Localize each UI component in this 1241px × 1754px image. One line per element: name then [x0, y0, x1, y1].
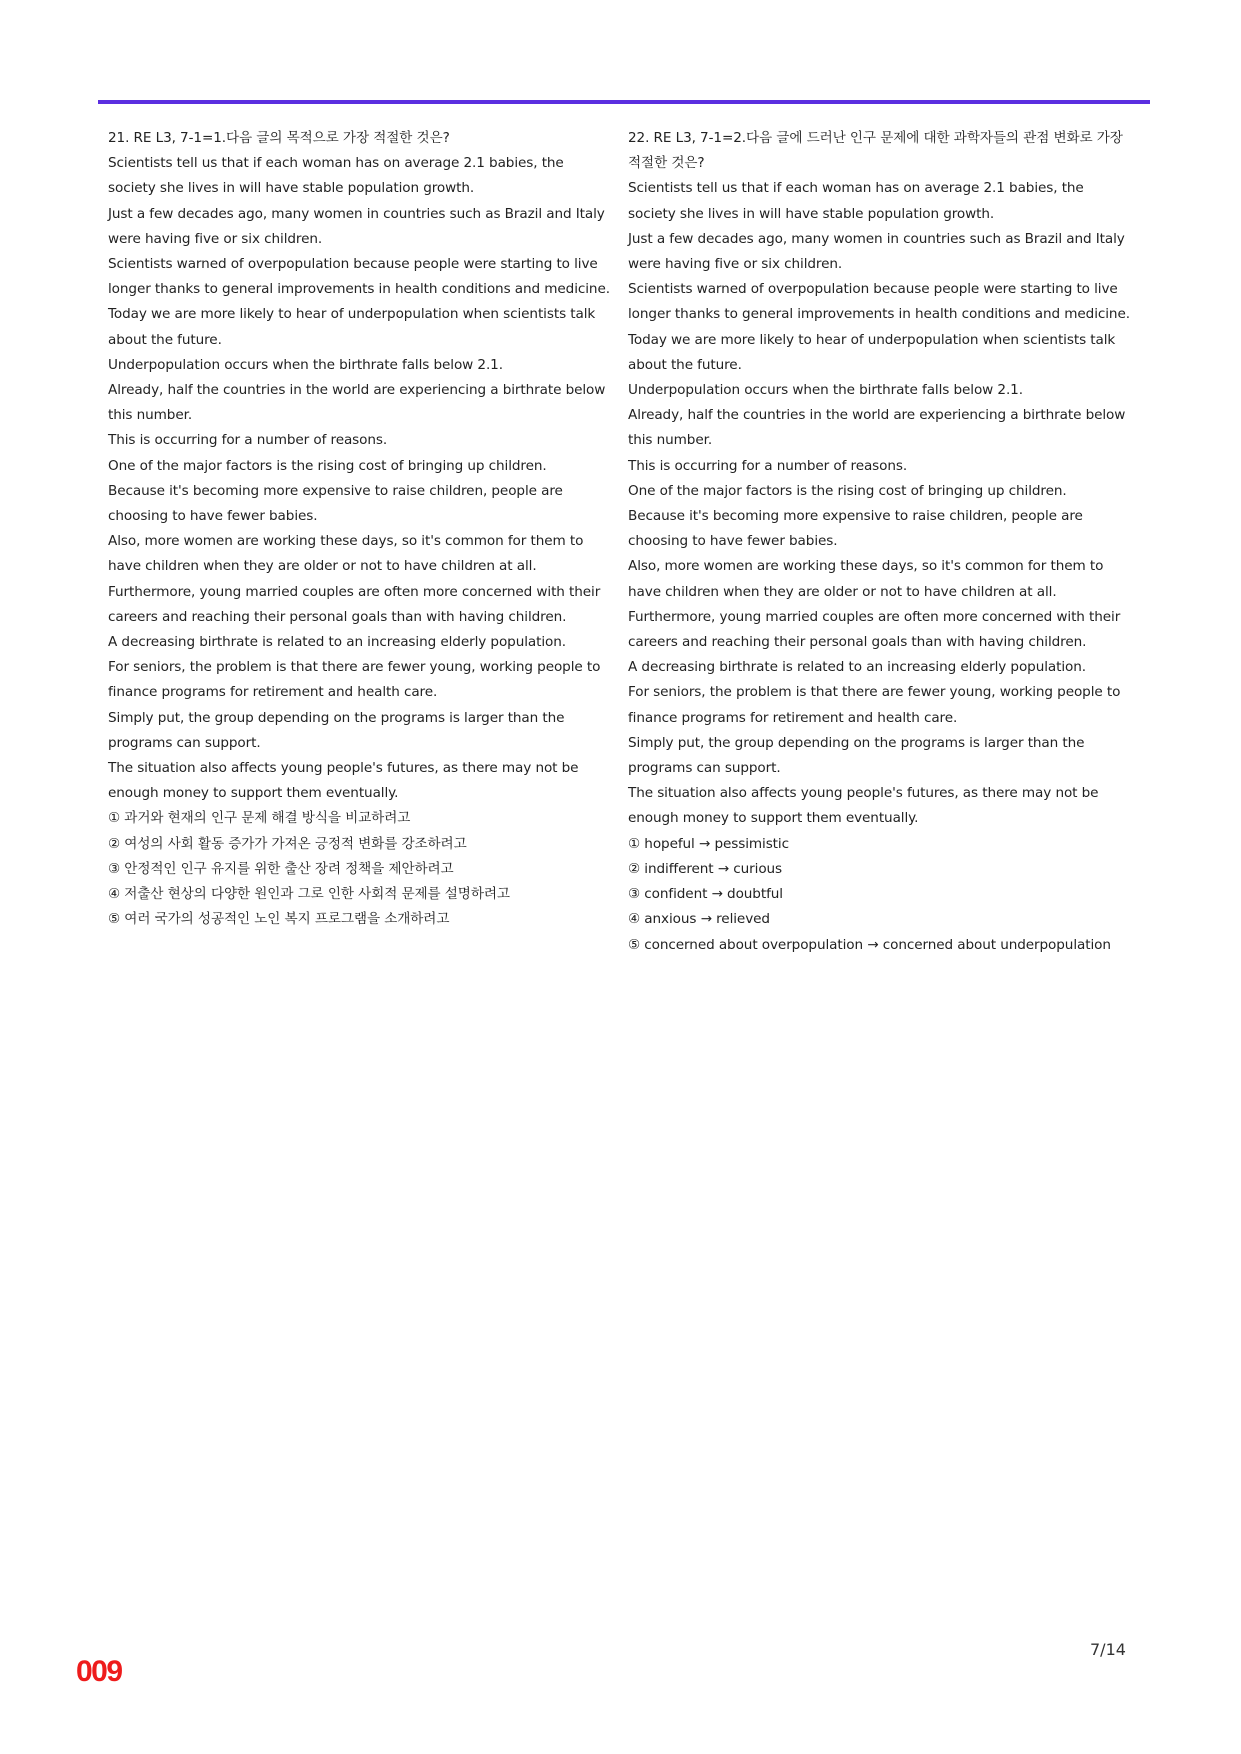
passage-sentence: Furthermore, young married couples are often more concerned with their careers and reaching their personal goals than with having children. [108, 583, 601, 625]
passage-sentence: Also, more women are working these days, so it's common for them to have children when they are older or not to have children at all. [108, 533, 584, 575]
passage-sentence: Also, more women are working these days, so it's common for them to have children when they are older or not to have children at all. [628, 558, 1104, 600]
passage-sentence: This is occurring for a number of reasons. [628, 457, 908, 474]
passage [108, 151, 614, 806]
passage-sentence: A decreasing birthrate is related to an increasing elderly population. [108, 634, 566, 651]
passage-sentence: This is occurring for a number of reasons. [108, 432, 388, 449]
question-title: 21. RE L3, 7-1=1.다음 글의 목적으로 가장 적절한 것은? [108, 130, 450, 146]
passage-sentence: One of the major factors is the rising cost of bringing up children. [628, 482, 1067, 499]
answer-option-2[interactable]: ② indifferent → curious [628, 860, 783, 877]
question-21 [108, 126, 614, 933]
passage-sentence: Scientists warned of overpopulation because people were starting to live longer thanks to general improvements in health conditions and medicine. [108, 256, 610, 298]
answer-option-2[interactable]: ② 여성의 사회 활동 증가가 가져온 긍정적 변화를 강조하려고 [108, 835, 467, 852]
passage-sentence: Just a few decades ago, many women in countries such as Brazil and Italy were having five or six children. [628, 230, 1125, 273]
passage-sentence: One of the major factors is the rising cost of bringing up children. [108, 457, 547, 474]
answer-option-1[interactable]: ① hopeful → pessimistic [628, 835, 789, 852]
passage-sentence: Already, half the countries in the world are experiencing a birthrate below this number. [628, 407, 1126, 449]
passage-sentence: Just a few decades ago, many women in countries such as Brazil and Italy were having five or six children. [108, 205, 605, 247]
passage [628, 176, 1134, 831]
passage-sentence: Scientists tell us that if each woman has on average 2.1 babies, the society she lives in will have stable population growth. [628, 180, 1084, 222]
answer-options [108, 806, 614, 932]
passage-sentence: Simply put, the group depending on the programs is larger than the programs can support. [108, 709, 565, 751]
passage-sentence: Furthermore, young married couples are often more concerned with their careers and reaching their personal goals than with having children. [628, 608, 1121, 651]
passage-sentence: The situation also affects young people's futures, as there may not be enough money to support them eventually. [628, 785, 1099, 827]
passage-sentence: A decreasing birthrate is related to an increasing elderly population. [628, 659, 1086, 676]
answer-option-4[interactable]: ④ anxious → relieved [628, 911, 770, 928]
passage-sentence: Scientists tell us that if each woman has on average 2.1 babies, the society she lives in will have stable population growth. [108, 155, 564, 197]
answer-option-1[interactable]: ① 과거와 현재의 인구 문제 해결 방식을 비교하려고 [108, 810, 411, 827]
passage-sentence: Underpopulation occurs when the birthrate falls below 2.1. [108, 356, 503, 373]
question-22 [628, 126, 1134, 958]
passage-sentence: Today we are more likely to hear of underpopulation when scientists talk about the future. [628, 331, 1116, 373]
passage-sentence: Scientists warned of overpopulation because people were starting to live longer thanks to general improvements in health conditions and medicine. [628, 281, 1130, 323]
page-code: 009 [76, 1655, 122, 1688]
answer-options [628, 832, 1134, 958]
passage-sentence: The situation also affects young people's futures, as there may not be enough money to support them eventually. [108, 760, 579, 802]
passage-sentence: For seniors, the problem is that there are fewer young, working people to finance programs for retirement and health care. [628, 684, 1121, 726]
passage-sentence: Because it's becoming more expensive to raise children, people are choosing to have fewer babies. [108, 482, 563, 525]
passage-sentence: Simply put, the group depending on the programs is larger than the programs can support. [628, 734, 1085, 777]
answer-option-3[interactable]: ③ 안정적인 인구 유지를 위한 출산 장려 정책을 제안하려고 [108, 860, 454, 877]
header-rule [98, 100, 1150, 104]
answer-option-5[interactable]: ⑤ 여러 국가의 성공적인 노인 복지 프로그램을 소개하려고 [108, 911, 450, 928]
passage-sentence: Because it's becoming more expensive to raise children, people are choosing to have fewer babies. [628, 508, 1083, 550]
answer-option-4[interactable]: ④ 저출산 현상의 다양한 원인과 그로 인한 사회적 문제를 설명하려고 [108, 886, 510, 903]
passage-sentence: Underpopulation occurs when the birthrate falls below 2.1. [628, 382, 1023, 399]
passage-sentence: Already, half the countries in the world are experiencing a birthrate below this number. [108, 382, 606, 424]
page-number: 7/14 [1090, 1640, 1126, 1659]
answer-option-3[interactable]: ③ confident → doubtful [628, 886, 783, 903]
passage-sentence: For seniors, the problem is that there are fewer young, working people to finance programs for retirement and health care. [108, 659, 601, 701]
passage-sentence: Today we are more likely to hear of underpopulation when scientists talk about the future. [108, 306, 596, 348]
answer-option-5[interactable]: ⑤ concerned about overpopulation → concerned about underpopulation [628, 936, 1111, 953]
question-title: 22. RE L3, 7-1=2.다음 글에 드러난 인구 문제에 대한 과학자들의 관점 변화로 가장 적절한 것은? [628, 130, 1123, 172]
